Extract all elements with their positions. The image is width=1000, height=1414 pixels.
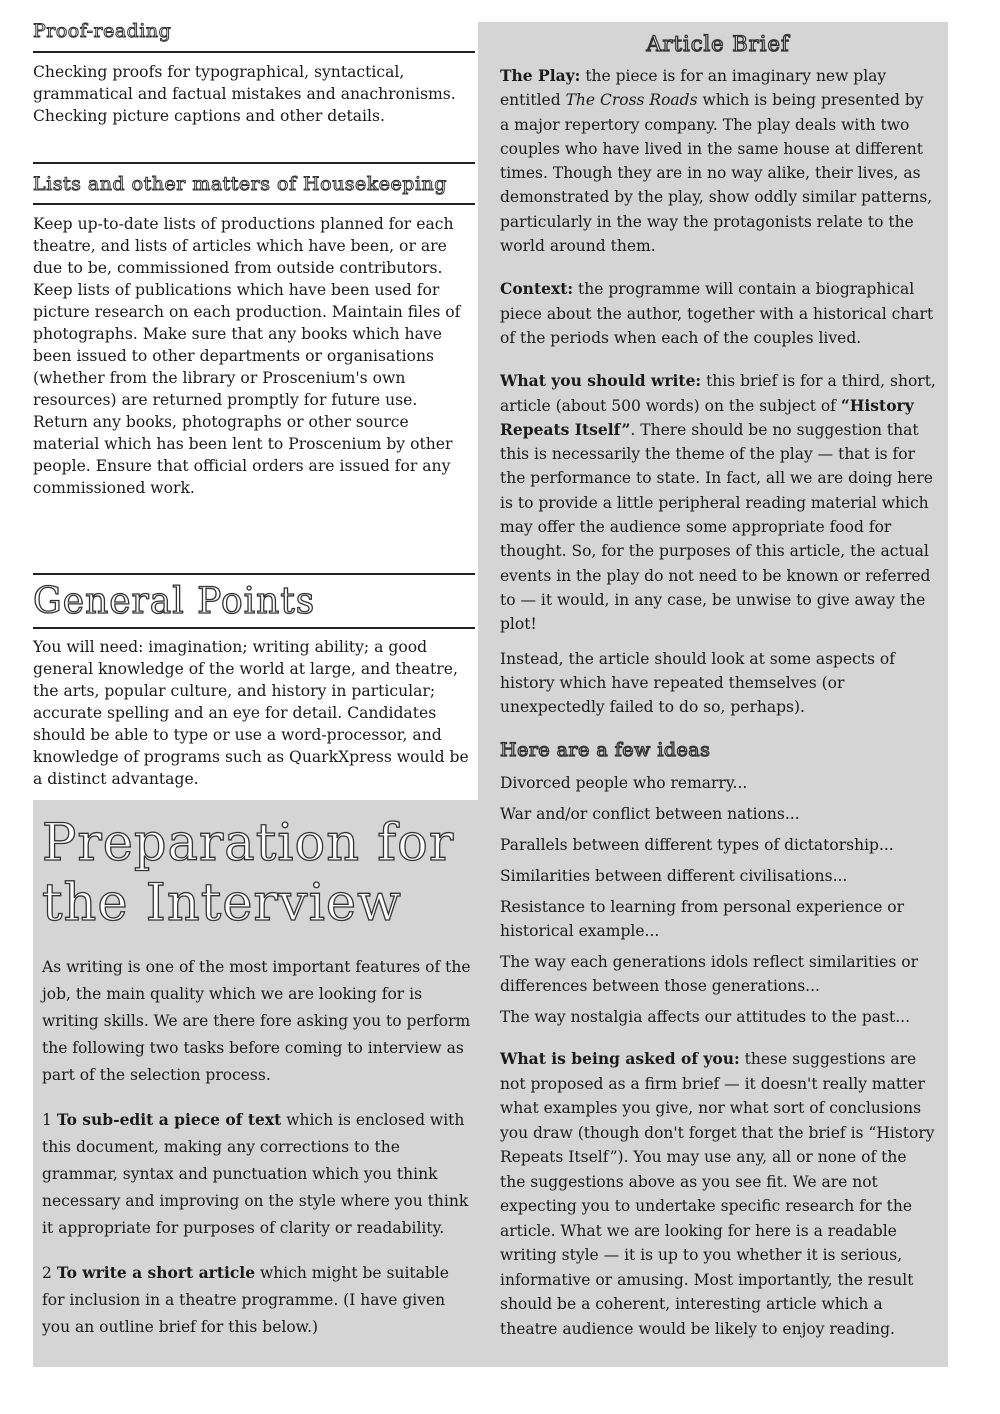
housekeeping-body: Keep up-to-date lists of productions planned for each theatre, and lists of articles which have been, or are due to be, commissioned from outside contributors. Keep lists of publications which have been used for picture research on each production. Maintain files of photographs. Make sure that any books which have been issued to other departments or organisations (whether from the library or Proscenium's own resources) are returned promptly for future use. Return any books, photographs or other source material which has been lent to Proscenium by other people. Ensure that official orders are issued for any commissioned work. — [33, 215, 461, 497]
list-item: The way nostalgia affects our attitudes to the past... — [500, 1008, 910, 1027]
preparation-box — [33, 800, 478, 1367]
section-rule — [33, 627, 475, 629]
play-title: The Cross Roads — [565, 91, 698, 110]
article-brief-box — [478, 22, 948, 1367]
task-title: To write a short article — [56, 1263, 256, 1282]
play-text: which is being presented by a major repertory company. The play deals with two couples who have lived in the same house at different times. Though they are in no way alike, their lives, as demonstrated by the play, show oddly similar patterns, particularly in the way the protagonists relate to the world around them. — [500, 91, 933, 256]
brief-context — [500, 277, 936, 350]
task-number: 2 — [42, 1264, 52, 1282]
general-points-section — [33, 573, 475, 790]
proofreading-heading: Proof-reading — [33, 20, 172, 42]
write-label: What you should write: — [500, 371, 702, 391]
write-text: . There should be no suggestion that this is necessarily the theme of the play — that is for the performance to state. In fact, all we are doing here is to provide a little peripheral reading material which may offer the audience some appropriate food for thought. So, for the purposes of this article, the actual events in the play do not need to be known or referred to — it would, in any case, be unwise to give away the plot! — [500, 420, 933, 634]
play-label: The Play: — [500, 66, 581, 85]
preparation-task-2 — [42, 1259, 472, 1341]
list-item: Parallels between different types of dictatorship... — [500, 836, 894, 855]
brief-play — [500, 64, 936, 258]
preparation-title-line1: Preparation for — [42, 814, 455, 873]
proofreading-body: Checking proofs for typographical, syntactical, grammatical and factual mistakes and anachronisms. Checking picture captions and other details. — [33, 63, 456, 125]
ideas-heading: Here are a few ideas — [500, 739, 711, 762]
preparation-intro: As writing is one of the most important features of the job, the main quality which we are looking for is writing skills. We are there fore asking you to perform the following two tasks before coming to interview as part of the selection process. — [42, 958, 471, 1084]
ideas-list — [500, 771, 936, 1029]
asked-label: What is being asked of you: — [500, 1049, 740, 1069]
brief-instead: Instead, the article should look at some aspects of history which have repeated themselves (or unexpectedly failed to do so, perhaps). — [500, 649, 895, 717]
general-points-heading: General Points — [33, 581, 316, 622]
section-rule — [33, 203, 475, 205]
housekeeping-heading: Lists and other matters of Housekeeping — [33, 173, 447, 195]
brief-heading: Article Brief — [646, 32, 790, 56]
general-points-body: You will need: imagination; writing ability; a good general knowledge of the world at large, and theatre, the arts, popular culture, and history in particular; accurate spelling and an eye for detail. Candidates should be able to type or use a word-processor, and knowledge of programs such as QuarkXpress would be a distinct advantage. — [33, 638, 469, 788]
write-subject: “History Repeats Itself” — [500, 395, 914, 439]
list-item: War and/or conflict between nations... — [500, 805, 800, 824]
section-rule — [33, 162, 475, 164]
brief-asked — [500, 1047, 936, 1341]
task-title: To sub-edit a piece of text — [56, 1110, 282, 1129]
brief-write — [500, 369, 936, 636]
section-rule — [33, 573, 475, 575]
proofreading-section — [33, 20, 475, 127]
housekeeping-section — [33, 162, 475, 499]
list-item: Similarities between different civilisations... — [500, 867, 848, 886]
preparation-task-1 — [42, 1106, 472, 1242]
task-text: which might be suitable for inclusion in a theatre programme. (I have given you an outline brief for this below.) — [42, 1264, 449, 1336]
task-text: which is enclosed with this document, making any corrections to the grammar, syntax and punctuation which you think necessary and improving on the style where you think it appropriate for purposes of clarity or readability. — [42, 1111, 469, 1237]
write-text: this brief is for a third, short, article (about 500 words) on the subject of — [500, 372, 936, 415]
context-label: Context: — [500, 279, 574, 299]
play-text: the piece is for an imaginary new play entitled — [500, 67, 887, 110]
preparation-title-line2: the Interview — [42, 874, 402, 933]
section-rule — [33, 51, 475, 53]
context-text: the programme will contain a biographical piece about the author, together with a historical chart of the periods when each of the couples lived. — [500, 280, 934, 347]
task-number: 1 — [42, 1111, 52, 1129]
list-item: The way each generations idols reflect similarities or differences between those generations... — [500, 953, 918, 996]
asked-text: these suggestions are not proposed as a firm brief — it doesn't really matter what examples you give, nor what sort of conclusions you draw (though don't forget that the brief is “History Repeats Itself”). You may use any, all or none of the the suggestions above as you see fit. We are not expecting you to undertake specific research for the article. What we are looking for here is a readable writing style — it is up to you whether it is serious, informative or amusing. Most importantly, the result should be a coherent, interesting article which a theatre audience would be likely to enjoy reading. — [500, 1050, 935, 1338]
list-item: Resistance to learning from personal experience or historical example... — [500, 898, 905, 941]
list-item: Divorced people who remarry... — [500, 774, 748, 793]
